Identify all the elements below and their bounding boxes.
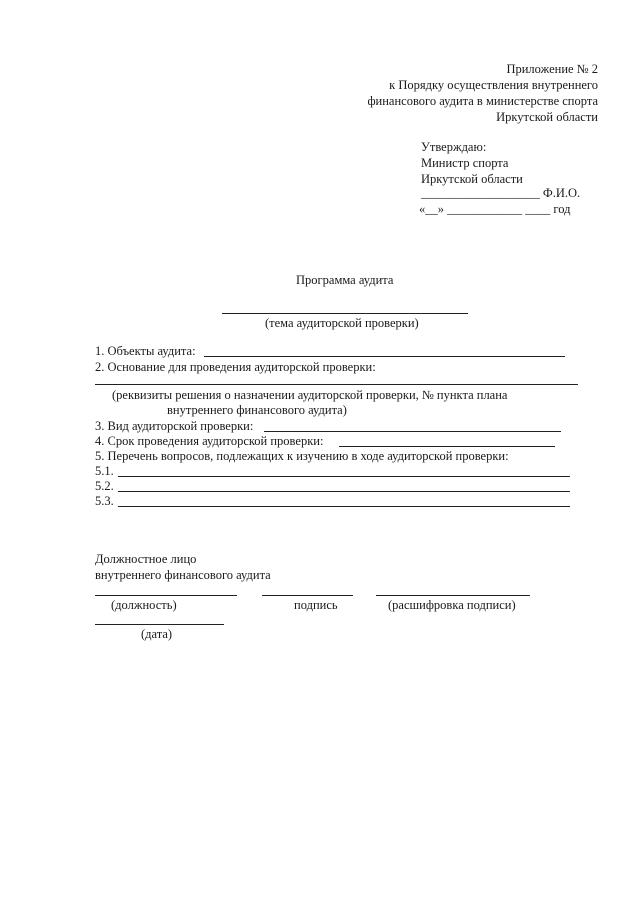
date-caption: (дата) <box>141 627 173 641</box>
date-line <box>95 624 224 625</box>
item-5-label: 5. Перечень вопросов, подлежащих к изучению в ходе аудиторской проверки: <box>95 449 509 463</box>
topic-caption: (тема аудиторской проверки) <box>265 316 419 330</box>
item-3-line <box>264 431 561 432</box>
item-2-line <box>95 384 578 385</box>
approve-date-line: «__» ____________ ____ год <box>419 202 571 216</box>
requisites-caption-1: (реквизиты решения о назначении аудиторской проверки, № пункта плана <box>112 388 508 402</box>
approve-name-line: ___________________ Ф.И.О. <box>421 186 581 200</box>
official-label-2: внутреннего финансового аудита <box>95 568 271 582</box>
sub-item-2-label: 5.2. <box>95 479 114 493</box>
requisites-caption-2: внутреннего финансового аудита) <box>167 403 347 417</box>
sub-item-1-label: 5.1. <box>95 464 114 478</box>
approve-position-1: Министр спорта <box>421 156 509 170</box>
sign-caption: подпись <box>294 598 338 612</box>
topic-line <box>222 313 468 314</box>
item-3-label: 3. Вид аудиторской проверки: <box>95 419 254 433</box>
position-caption: (должность) <box>111 598 177 612</box>
approve-position-2: Иркутской области <box>421 172 523 186</box>
decoding-caption: (расшифровка подписи) <box>388 598 516 612</box>
position-line <box>95 595 237 596</box>
item-2-label: 2. Основание для проведения аудиторской проверки: <box>95 360 376 374</box>
appendix-line-3: финансового аудита в министерстве спорта <box>367 94 598 108</box>
item-1-line <box>204 356 565 357</box>
official-label-1: Должностное лицо <box>95 552 197 566</box>
approve-title: Утверждаю: <box>421 140 487 154</box>
appendix-number: Приложение № 2 <box>506 62 598 76</box>
item-1-label: 1. Объекты аудита: <box>95 344 196 358</box>
sub-item-2-line <box>118 491 570 492</box>
sign-line <box>262 595 353 596</box>
sub-item-1-line <box>118 476 570 477</box>
appendix-line-4: Иркутской области <box>496 110 598 124</box>
program-title: Программа аудита <box>296 273 394 287</box>
decoding-line <box>376 595 530 596</box>
sub-item-3-line <box>118 506 570 507</box>
sub-item-3-label: 5.3. <box>95 494 114 508</box>
item-4-label: 4. Срок проведения аудиторской проверки: <box>95 434 324 448</box>
item-4-line <box>339 446 555 447</box>
appendix-line-2: к Порядку осуществления внутреннего <box>389 78 598 92</box>
